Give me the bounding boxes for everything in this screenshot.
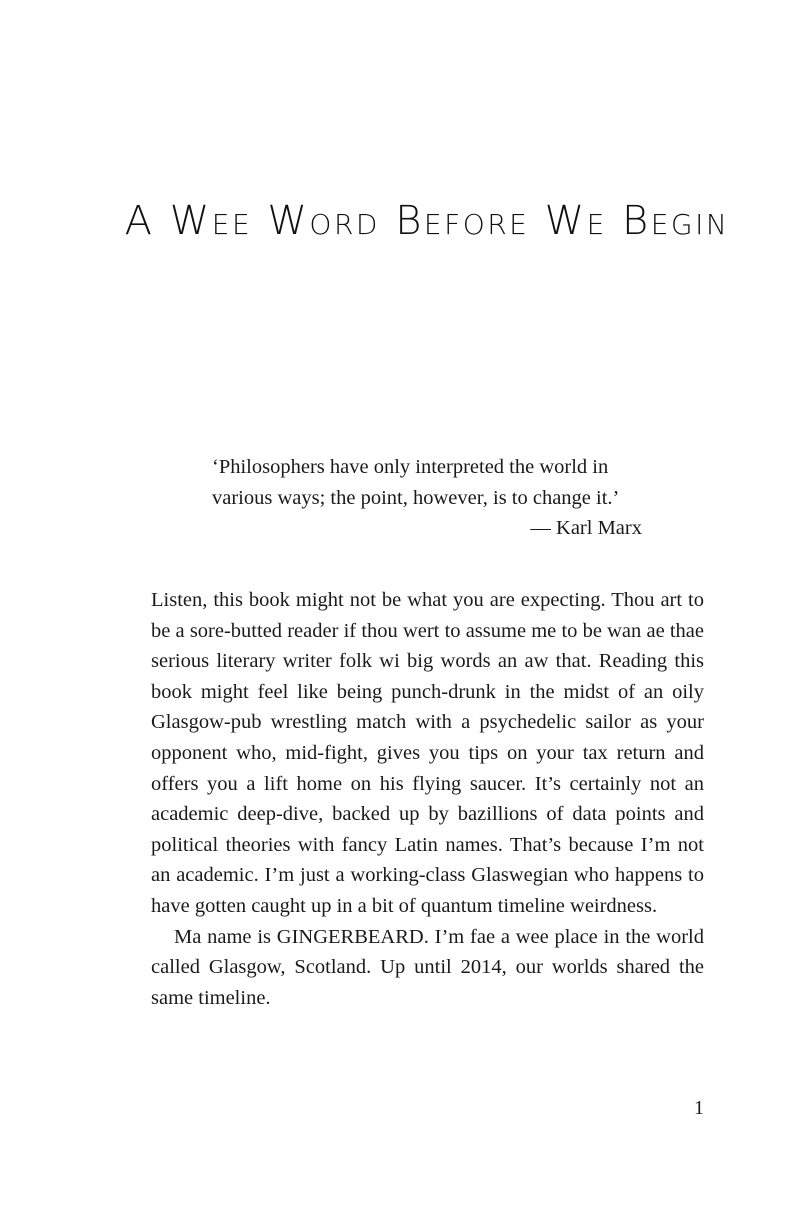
- paragraph-1: Listen, this book might not be what you are expecting. Thou art to be a sore-butted reader if thou wert to assume me to be wan ae thae serious literary writer folk wi big words an aw that. Reading this book might feel like being punch-drunk in the midst of an oily Glasgow-pub wrestling match with a psychedelic sailor as your opponent who, mid-fight, gives you tips on your tax return and offers you a lift home on his flying saucer. It’s certainly not an academic deep-dive, backed up by bazillions of data points and political theories with fancy Latin names. That’s because I’m not an academic. I’m just a working-class Glaswegian who happens to have gotten caught up in a bit of quantum timeline weirdness.: [151, 589, 704, 917]
- page-number: 1: [694, 1097, 704, 1119]
- epigraph-quote: ‘Philosophers have only interpreted the world in various ways; the point, however, is to change it.’: [212, 456, 620, 509]
- paragraph-2: Ma name is GINGERBEARD. I’m fae a wee place in the world called Glasgow, Scotland. Up until 2014, our worlds shared the same timeline.: [151, 925, 704, 1009]
- chapter-title: A Wee Word Before We Begin: [124, 198, 730, 244]
- body-text: [151, 585, 704, 1013]
- epigraph: [212, 452, 642, 544]
- epigraph-attribution: — Karl Marx: [530, 517, 642, 539]
